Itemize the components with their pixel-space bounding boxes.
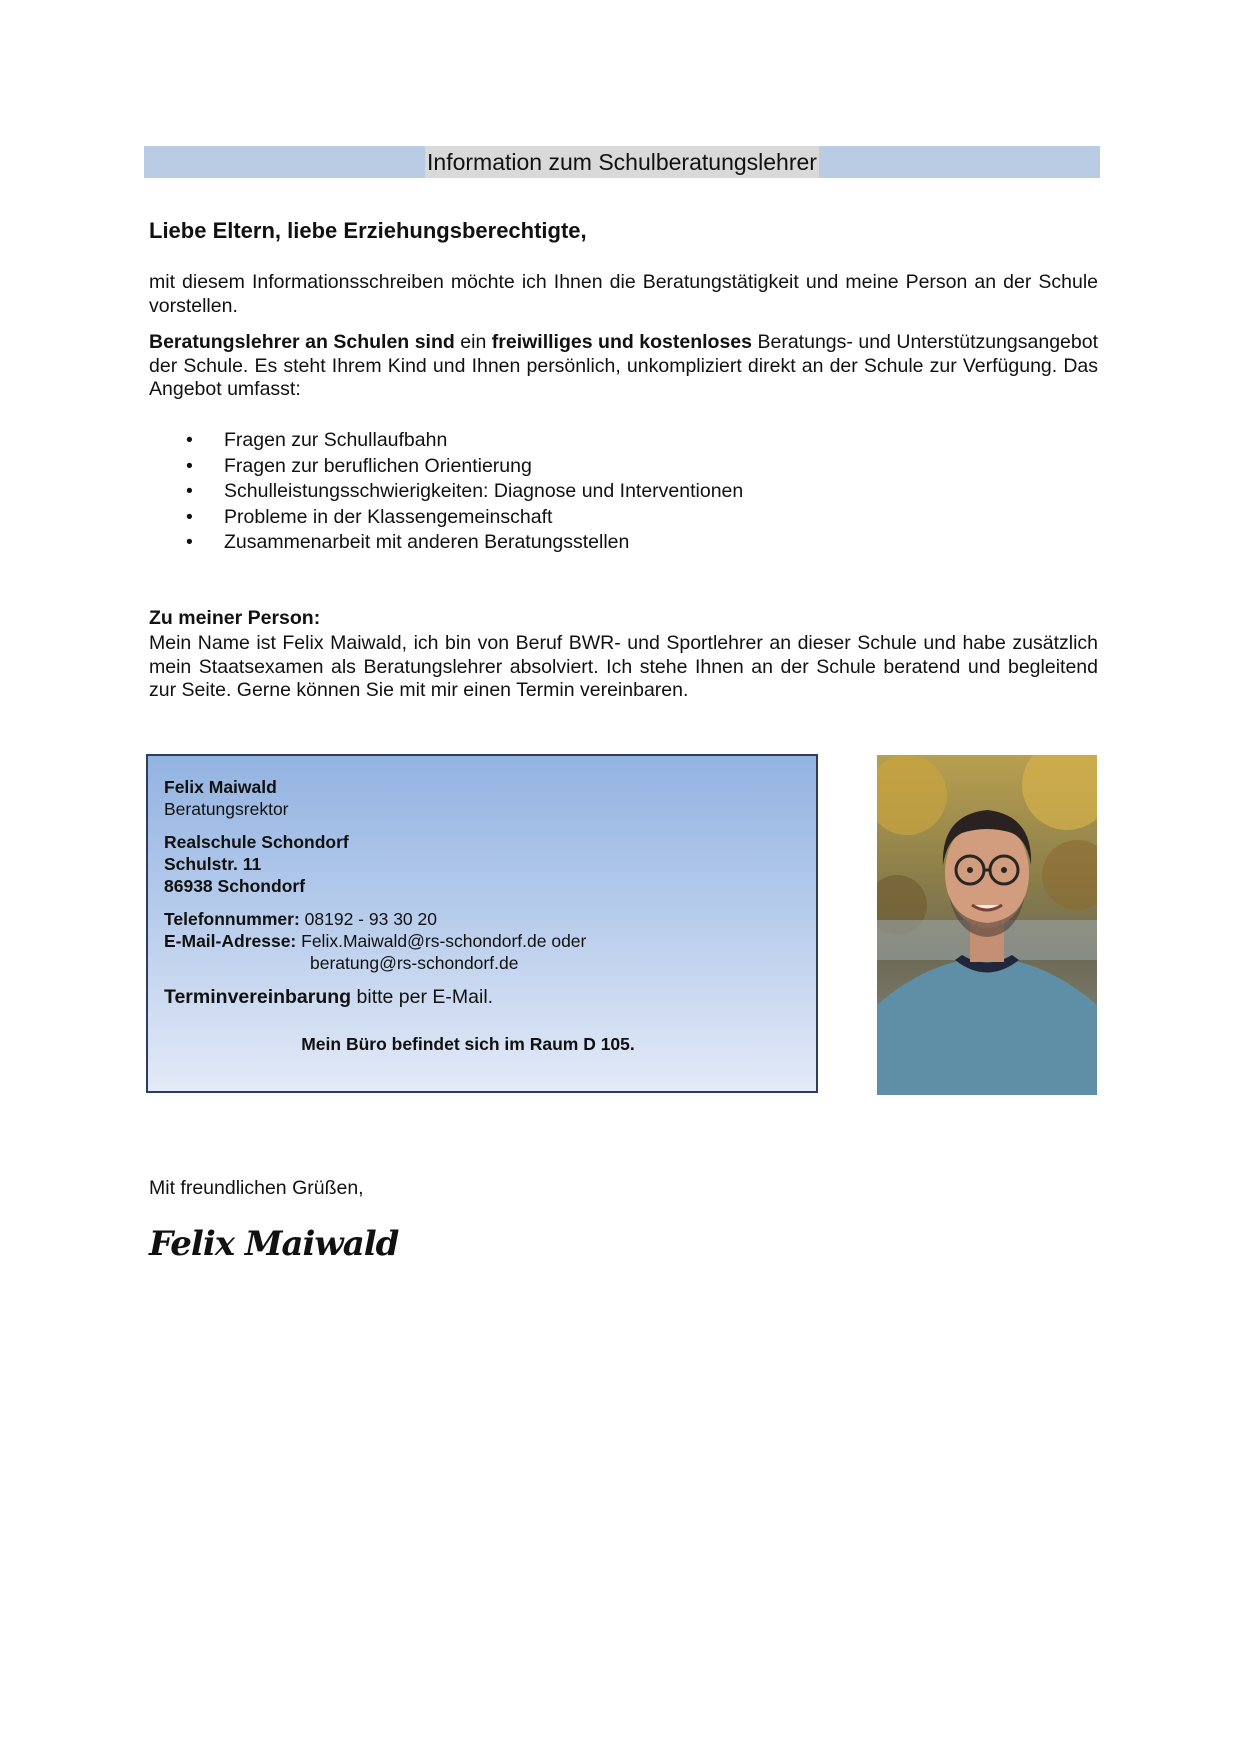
contact-name: Felix Maiwald <box>164 777 277 797</box>
offer-paragraph <box>149 331 1098 402</box>
offer-list <box>186 428 743 556</box>
bullet-icon: • <box>186 429 193 451</box>
contact-box <box>146 754 818 1093</box>
email-label: E-Mail-Adresse: <box>164 931 297 951</box>
offer-text-1: ein <box>454 331 492 353</box>
appointment-text: bitte per E-Mail. <box>351 986 494 1008</box>
closing: Mit freundlichen Grüßen, <box>149 1177 364 1199</box>
list-item-text: Fragen zur beruflichen Orientierung <box>224 454 532 477</box>
offer-bold-1: Beratungslehrer an Schulen sind <box>149 331 455 353</box>
bullet-icon: • <box>186 454 193 477</box>
contact-school: Realschule Schondorf <box>164 832 349 852</box>
list-item <box>186 530 743 556</box>
phone-label: Telefonnummer: <box>164 909 300 929</box>
portrait-photo <box>877 755 1097 1095</box>
contact-street: Schulstr. 11 <box>164 854 262 874</box>
bullet-icon: • <box>186 505 193 528</box>
offer-bold-2: freiwilliges und kostenloses <box>491 331 752 353</box>
intro-paragraph: mit diesem Informationsschreiben möchte ich Ihnen die Beratungstätigkeit und meine Person an der Schule vorstellen. <box>149 271 1098 317</box>
list-item-text: Schulleistungsschwierigkeiten: Diagnose und Interventionen <box>224 480 744 502</box>
contact-email <box>164 930 586 952</box>
list-item <box>186 428 743 454</box>
greeting: Liebe Eltern, liebe Erziehungsberechtigte, <box>149 218 587 243</box>
signature: Felix Maiwald <box>149 1224 399 1264</box>
page-title: Information zum Schulberatungslehrer <box>425 146 819 178</box>
appointment-note <box>164 986 493 1008</box>
room-note: Mein Büro befindet sich im Raum D 105. <box>301 1034 635 1054</box>
email-link-1[interactable]: Felix.Maiwald@rs-schondorf.de oder <box>296 931 587 951</box>
appointment-bold: Terminvereinbarung <box>164 986 352 1008</box>
bullet-icon: • <box>186 531 193 553</box>
email-link-2[interactable]: beratung@rs-schondorf.de <box>310 953 519 973</box>
contact-phone <box>164 908 437 930</box>
title-bar <box>144 146 1100 178</box>
person-heading: Zu meiner Person: <box>149 607 321 629</box>
list-item-text: Zusammenarbeit mit anderen Beratungsstellen <box>224 531 630 553</box>
portrait-image <box>877 755 1097 1095</box>
list-item <box>186 454 743 480</box>
offer-text-2: Beratungs- und Unterstützungsangebot der Schule. Es steht Ihrem Kind und Ihnen persönlich, unkompliziert direkt an der Schule zur Verfügung. Das Angebot umfasst: <box>149 331 1099 400</box>
list-item-text: Fragen zur Schullaufbahn <box>224 429 448 451</box>
person-paragraph: Mein Name ist Felix Maiwald, ich bin von Beruf BWR- und Sportlehrer an dieser Schule und habe zusätzlich mein Staatsexamen als Beratungslehrer absolviert. Ich stehe Ihnen an der Schule beratend und begleitend zur Seite. Gerne können Sie mit mir einen Termin vereinbaren. <box>149 632 1098 701</box>
bullet-icon: • <box>186 480 193 502</box>
contact-city: 86938 Schondorf <box>164 876 306 896</box>
phone-number: 08192 - 93 30 20 <box>299 909 437 929</box>
list-item <box>186 479 743 505</box>
list-item <box>186 505 743 531</box>
contact-role: Beratungsrektor <box>164 799 289 819</box>
list-item-text: Probleme in der Klassengemeinschaft <box>224 505 553 528</box>
